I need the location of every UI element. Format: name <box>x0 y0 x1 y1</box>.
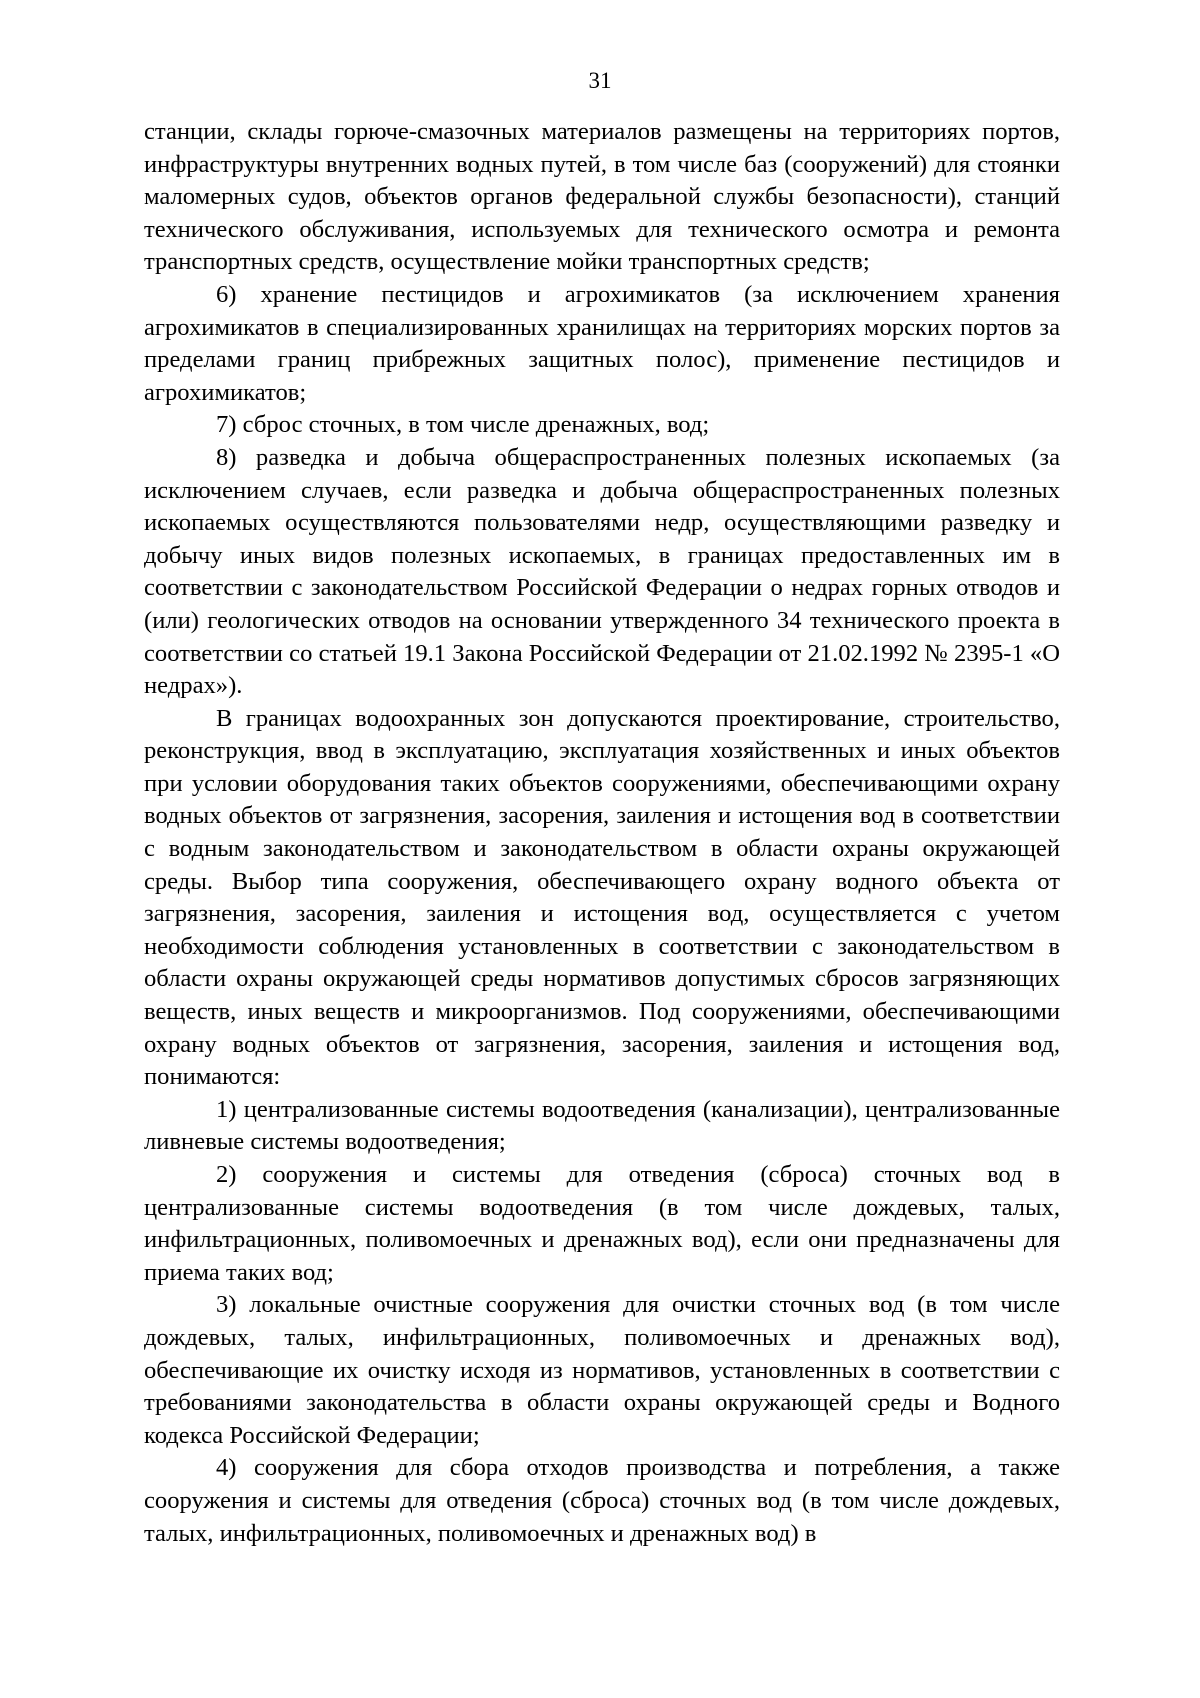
list-item-7-wastewater: 7) сброс сточных, в том числе дренажных, вод; <box>216 411 710 439</box>
list-item-8-mining: 8) разведка и добыча общераспространенных полезных ископаемых (за исключением случаев, если разведка и добыча общераспространенных полезных ископаемых осуществляются пользователями недр, осуществляющими разведку и добычу иных видов полезных ископаемых, в границах предоставленных им в соответствии с законодательством Российской Федерации о недрах горных отводов и (или) геологических отводов на основании утвержденного 34 технического проекта в соответствии со статьей 19.1 Закона Российской Федерации от 21.02.1992 № 2395-1 «О недрах»). <box>144 443 1060 700</box>
list-item-3-local-treatment: 3) локальные очистные сооружения для очистки сточных вод (в том числе дождевых, талых, инфильтрационных, поливомоечных и дренажных вод), обеспечивающие их очистку исходя из нормативов, установленных в соответствии с требованиями законодательства в области охраны окружающей среды и Водного кодекса Российской Федерации; <box>144 1291 1060 1449</box>
list-item-2-drainage-structures: 2) сооружения и системы для отведения (сброса) сточных вод в централизованные системы водоотведения (в том числе дождевых, талых, инфильтрационных, поливомоечных и дренажных вод), если они предназначены для приема таких вод; <box>144 1161 1060 1286</box>
page-number: 31 <box>588 68 612 93</box>
paragraph-water-protection-zones: В границах водоохранных зон допускаются проектирование, строительство, реконструкция, ввод в эксплуатацию, эксплуатация хозяйственных и иных объектов при условии оборудования таких объектов сооружениями, обеспечивающими охрану водных объектов от загрязнения, засорения, заиления и истощения вод в соответствии с водным законодательством и законодательством в области охраны окружающей среды. Выбор типа сооружения, обеспечивающего охрану водного объекта от загрязнения, засорения, заиления и истощения вод, осуществляется с учетом необходимости соблюдения установленных в соответствии с законодательством в области охраны окружающей среды нормативов допустимых сбросов загрязняющих веществ, иных веществ и микроорганизмов. Под сооружениями, обеспечивающими охрану водных объектов от загрязнения, засорения, заиления и истощения вод, понимаются: <box>144 704 1060 1091</box>
list-item-4-waste-collection: 4) сооружения для сбора отходов производства и потребления, а также сооружения и системы для отведения (сброса) сточных вод (в том числе дождевых, талых, инфильтрационных, поливомоечных и дренажных вод) в <box>144 1454 1060 1547</box>
document-body <box>144 116 1060 1550</box>
paragraph-continuation: станции, склады горюче-смазочных материалов размещены на территориях портов, инфраструктуры внутренних водных путей, в том числе баз (сооружений) для стоянки маломерных судов, объектов органов федеральной службы безопасности), станций технического обслуживания, используемых для технического осмотра и ремонта транспортных средств, осуществление мойки транспортных средств; <box>144 118 1060 276</box>
list-item-1-centralized-systems: 1) централизованные системы водоотведения (канализации), централизованные ливневые системы водоотведения; <box>144 1095 1060 1156</box>
list-item-6-pesticides: 6) хранение пестицидов и агрохимикатов (за исключением хранения агрохимикатов в специализированных хранилищах на территориях морских портов за пределами границ прибрежных защитных полос), применение пестицидов и агрохимикатов; <box>144 280 1060 406</box>
